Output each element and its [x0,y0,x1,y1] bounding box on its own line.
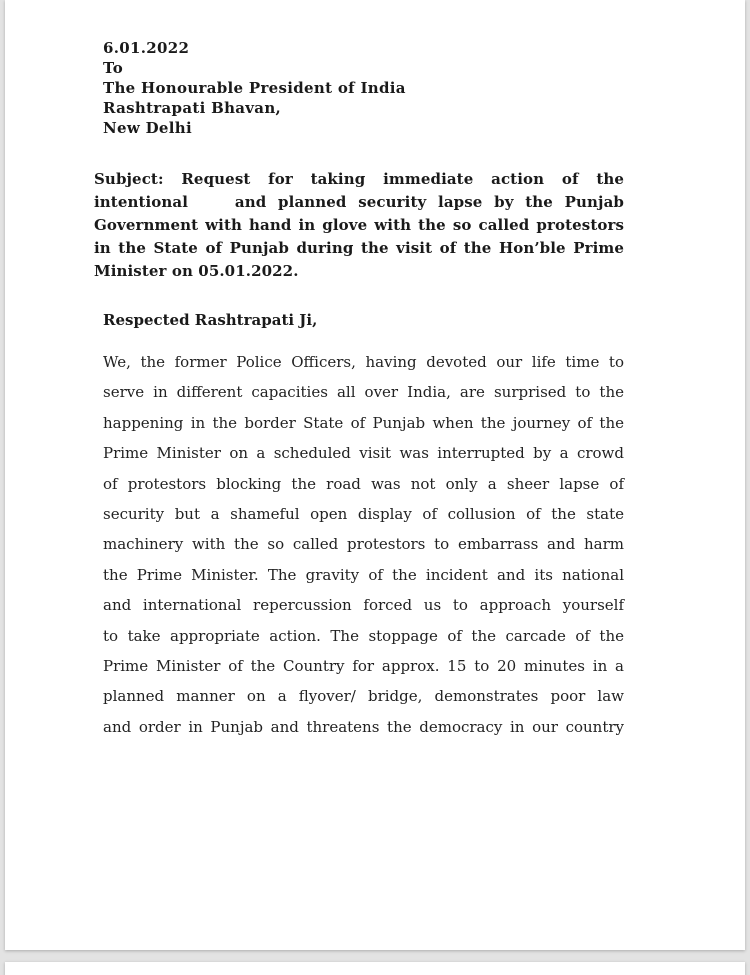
recipient-office: Rashtrapati Bhavan, [103,99,282,117]
body-line: of protestors blocking the road was not only a sheer lapse of [103,474,624,493]
body-line: Prime Minister of the Country for approx. 15 to 20 minutes in a [103,656,624,675]
body-line: Prime Minister on a scheduled visit was interrupted by a crowd [103,444,624,463]
body-line: machinery with the so called protestors to embarrass and harm [103,535,624,554]
body-line: We, the former Police Officers, having devoted our life time to [103,353,624,371]
body-line: planned manner on a flyover/ bridge, demonstrates poor law [103,687,624,706]
body-line: the Prime Minister. The gravity of the incident and its national [103,565,624,584]
body-line: serve in different capacities all over India, are surprised to the [103,383,624,402]
salutation: Respected Rashtrapati Ji, [103,311,318,329]
document-page-2 [5,962,745,975]
address-block [103,38,406,138]
document-page-1 [5,0,745,950]
letter-date: 6.01.2022 [103,39,190,57]
subject-paragraph: Subject: Request for taking immediate action of the intentional and planned security lapse by the Punjab Government with hand in glove with the so called protestors in the State of Punjab during the visit of the Hon’ble Prime Minister on 05.01.2022. [94,170,630,280]
body-line: and international repercussion forced us to approach yourself [103,596,624,615]
body-line: security but a shameful open display of collusion of the state [103,504,624,523]
body-line: and order in Punjab and threatens the democracy in our country [103,717,624,736]
recipient-city: New Delhi [103,119,192,137]
recipient-title: The Honourable President of India [103,79,406,97]
body-line: to take appropriate action. The stoppage of the carcade of the [103,626,624,645]
body-line: happening in the border State of Punjab when the journey of the [103,413,624,432]
body-paragraph [103,347,624,742]
to-label: To [103,59,124,77]
